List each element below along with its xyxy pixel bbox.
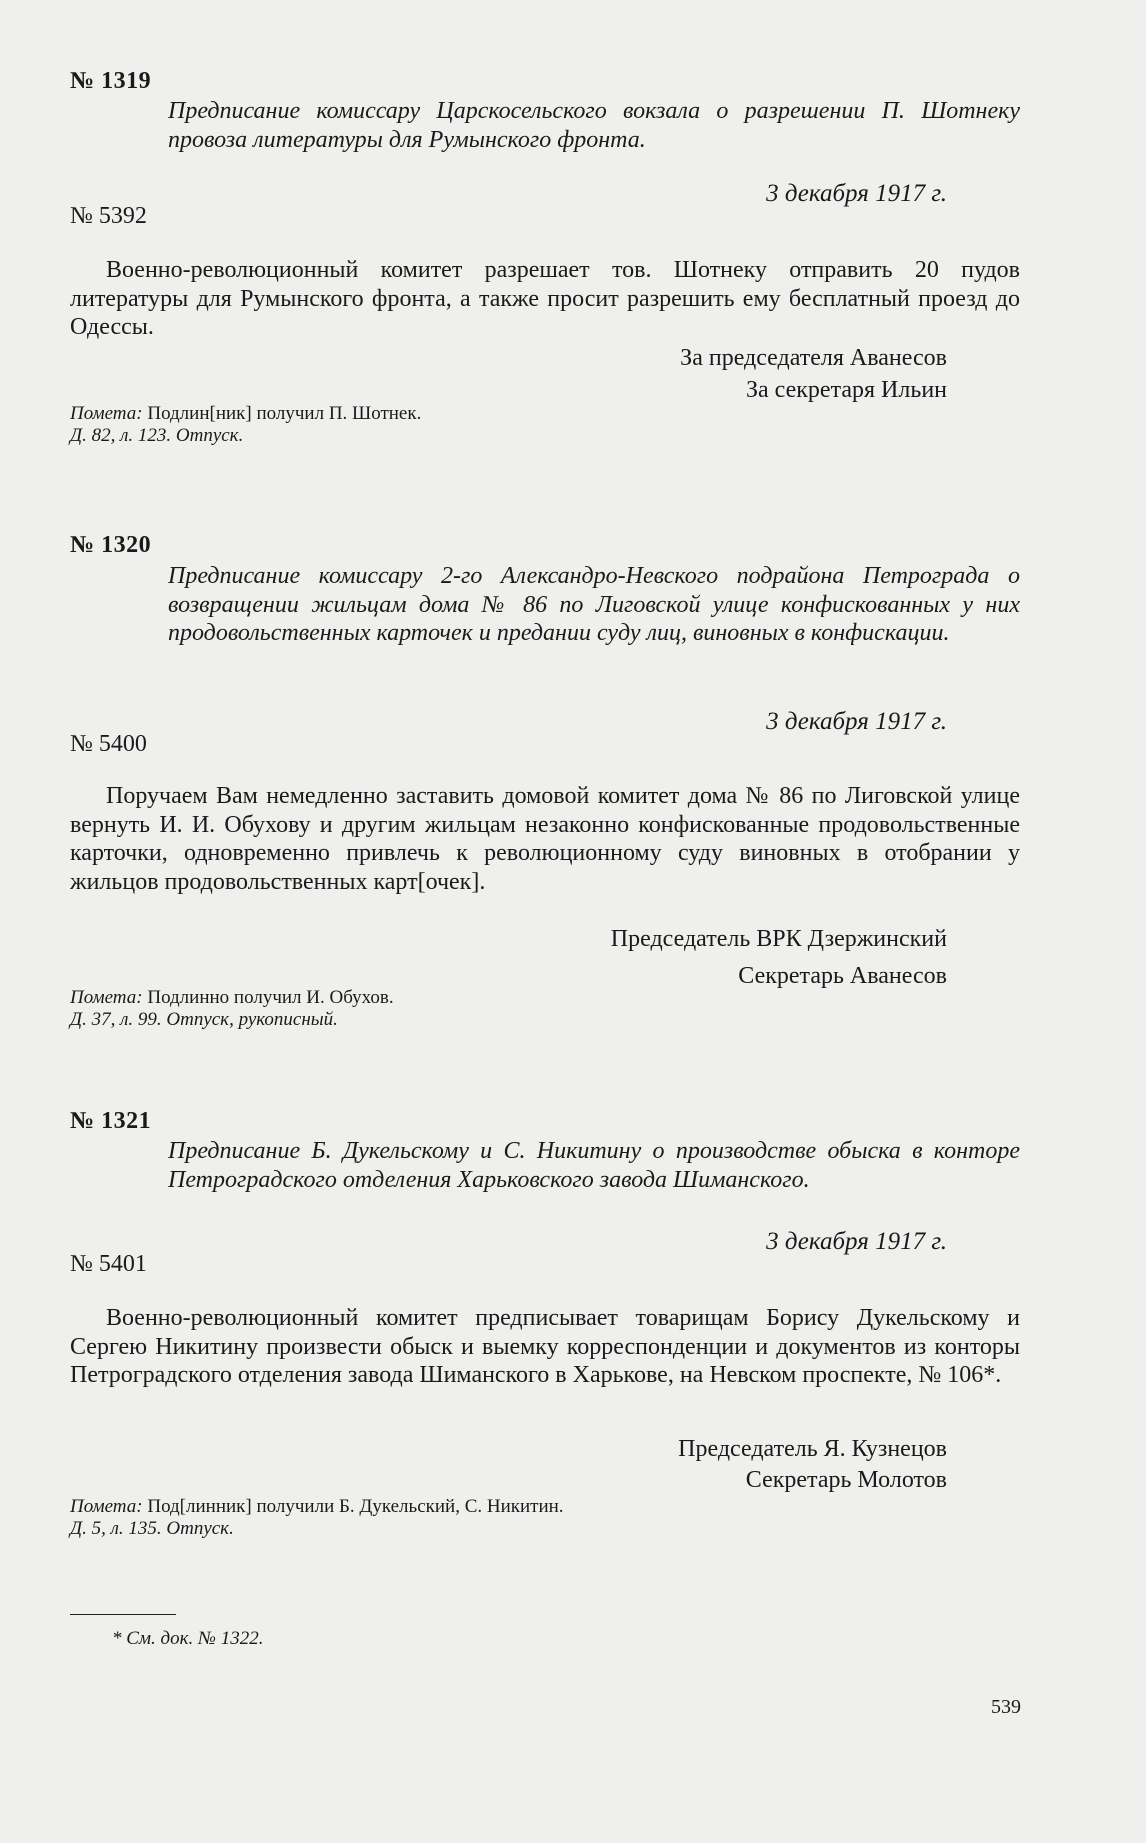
document-body: Военно-революционный комитет предписывает товарищам Борису Дукельскому и Сергею Никитину произвести обыск и выемку корреспонденции и документов из конторы Петроградского отделения завода Шиманского в Харькове, на Невском проспекте, № 106*. [70,1305,1020,1388]
signature-secretary: За секретаря Ильин [746,377,947,403]
note-label: Помета: [70,403,143,424]
document-body: Поручаем Вам немедленно заставить домовой комитет дома № 86 по Лиговской улице вернуть И. И. Обухову и другим жильцам незаконно конфискованные продовольственные карточки, одновременно привлечь к революционному суду виновных в отобрании у жильцов продовольственных карт[очек]. [70,783,1020,895]
document-ref-number: № 5392 [70,203,147,229]
note-text: Под[линник] получили Б. Дукельский, С. Никитин. [147,1496,564,1517]
footnote-divider [70,1614,176,1615]
document-number: № 1320 [70,532,152,558]
document-date: 3 декабря 1917 г. [766,1228,947,1255]
document-note [70,1496,564,1540]
document-note [70,987,394,1031]
document-title: Предписание Б. Дукельскому и С. Никитину о производстве обыска в конторе Петроградского отделения Харьковского завода Шиманского. [168,1138,1020,1193]
document-ref-number: № 5401 [70,1251,147,1277]
note-text: Подлин[ник] получил П. Шотнек. [147,403,422,424]
archive-source: Д. 37, л. 99. Отпуск, рукописный. [70,1009,338,1030]
document-title: Предписание комиссару 2-го Александро-Невского подрайона Петрограда о возвращении жильцам дома № 86 по Лиговской улице конфискованных у них продовольственных карточек и предании суду лиц, виновных в конфискации. [168,563,1020,646]
footnote: * См. док. № 1322. [112,1628,264,1649]
signature-chairman: Председатель Я. Кузнецов [678,1436,947,1462]
note-label: Помета: [70,1496,143,1517]
signature-chairman: Председатель ВРК Дзержинский [610,926,947,952]
note-text: Подлинно получил И. Обухов. [147,987,394,1008]
document-body: Военно-революционный комитет разрешает тов. Шотнеку отправить 20 пудов литературы для Румынского фронта, а также просит разрешить ему бесплатный проезд до Одессы. [70,257,1020,340]
archive-source: Д. 5, л. 135. Отпуск. [70,1518,234,1539]
signature-secretary: Секретарь Молотов [745,1467,947,1493]
archive-source: Д. 82, л. 123. Отпуск. [70,425,244,446]
note-label: Помета: [70,987,143,1008]
document-number: № 1321 [70,1108,152,1134]
document-number: № 1319 [70,68,152,94]
document-date: 3 декабря 1917 г. [766,708,947,735]
signature-chairman: За председателя Аванесов [680,345,947,371]
document-title: Предписание комиссару Царскосельского вокзала о разрешении П. Шотнеку провоза литературы для Румынского фронта. [168,98,1020,153]
document-ref-number: № 5400 [70,731,147,757]
signature-secretary: Секретарь Аванесов [738,963,947,989]
page-number: 539 [991,1696,1021,1718]
document-note [70,403,421,447]
document-date: 3 декабря 1917 г. [766,180,947,207]
